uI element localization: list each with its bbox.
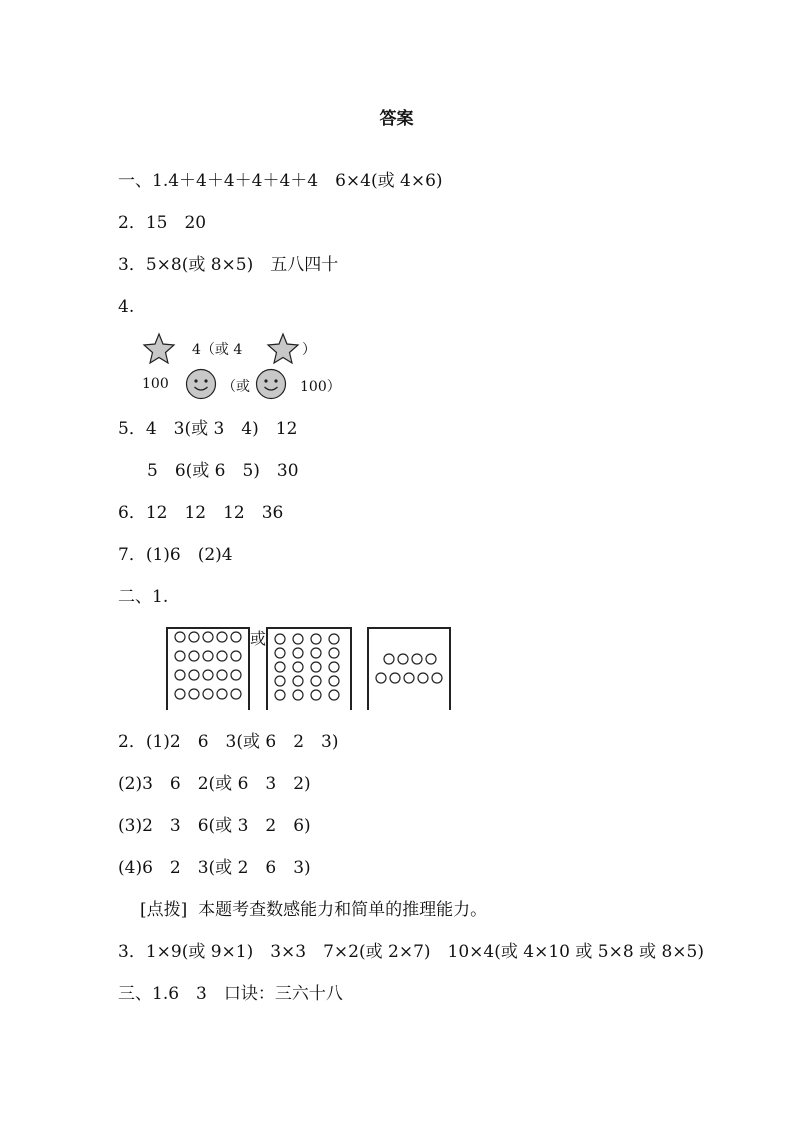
- answer-1-4: 4.: [118, 297, 135, 317]
- circle-arrangement-figure: [163, 622, 463, 710]
- answer-2-2-2: (2)3 6 2(或 6 3 2): [118, 774, 311, 794]
- smiley-face-icon: [255, 368, 287, 400]
- fig4-row1-text-b: ）: [302, 342, 316, 358]
- box2-circles: [275, 634, 339, 700]
- answer-1-5: 5．4 3(或 3 4) 12: [118, 419, 298, 439]
- answer-2-2: 2．(1)2 6 3(或 6 2 3): [118, 732, 339, 752]
- answer-1-6: 6．12 12 12 36: [118, 503, 284, 523]
- answer-1-5b: 5 6(或 6 5) 30: [147, 461, 299, 481]
- answer-2-2-4: (4)6 2 3(或 2 6 3): [118, 858, 311, 878]
- answer-3-1: 三、1.6 3 口诀：三六十八: [118, 984, 343, 1004]
- fig4-row2-text-c: 100）: [300, 379, 341, 395]
- hint-note: [点拨] 本题考查数感能力和简单的推理能力。: [140, 900, 488, 920]
- answer-2-3: 3．1×9(或 9×1) 3×3 7×2(或 2×7) 10×4(或 4×10 或 5×8 或 8×5): [118, 942, 704, 962]
- answer-1-7: 7．(1)6 (2)4: [118, 545, 233, 565]
- answer-1-1: 一、1.4＋4＋4＋4＋4＋4 6×4(或 4×6): [118, 171, 443, 191]
- answer-1-2: 2．15 20: [118, 213, 207, 233]
- fig4-row2-text-b: （或: [222, 379, 250, 395]
- fig-or-label: 或: [250, 629, 267, 648]
- page-title: 答案: [379, 109, 414, 129]
- answer-2-1: 二、1.: [118, 587, 169, 607]
- star-icon: [142, 332, 176, 364]
- answer-1-3: 3．5×8(或 8×5) 五八四十: [118, 255, 339, 275]
- fig4-row2-text-a: 100: [142, 376, 169, 392]
- fig4-row1-text-a: 4（或 4: [192, 342, 243, 358]
- answer-2-2-3: (3)2 3 6(或 3 2 6): [118, 816, 311, 836]
- smiley-face-icon: [185, 368, 217, 400]
- box1-circles: [175, 632, 241, 699]
- box3-circles: [376, 654, 442, 683]
- star-icon: [266, 332, 300, 364]
